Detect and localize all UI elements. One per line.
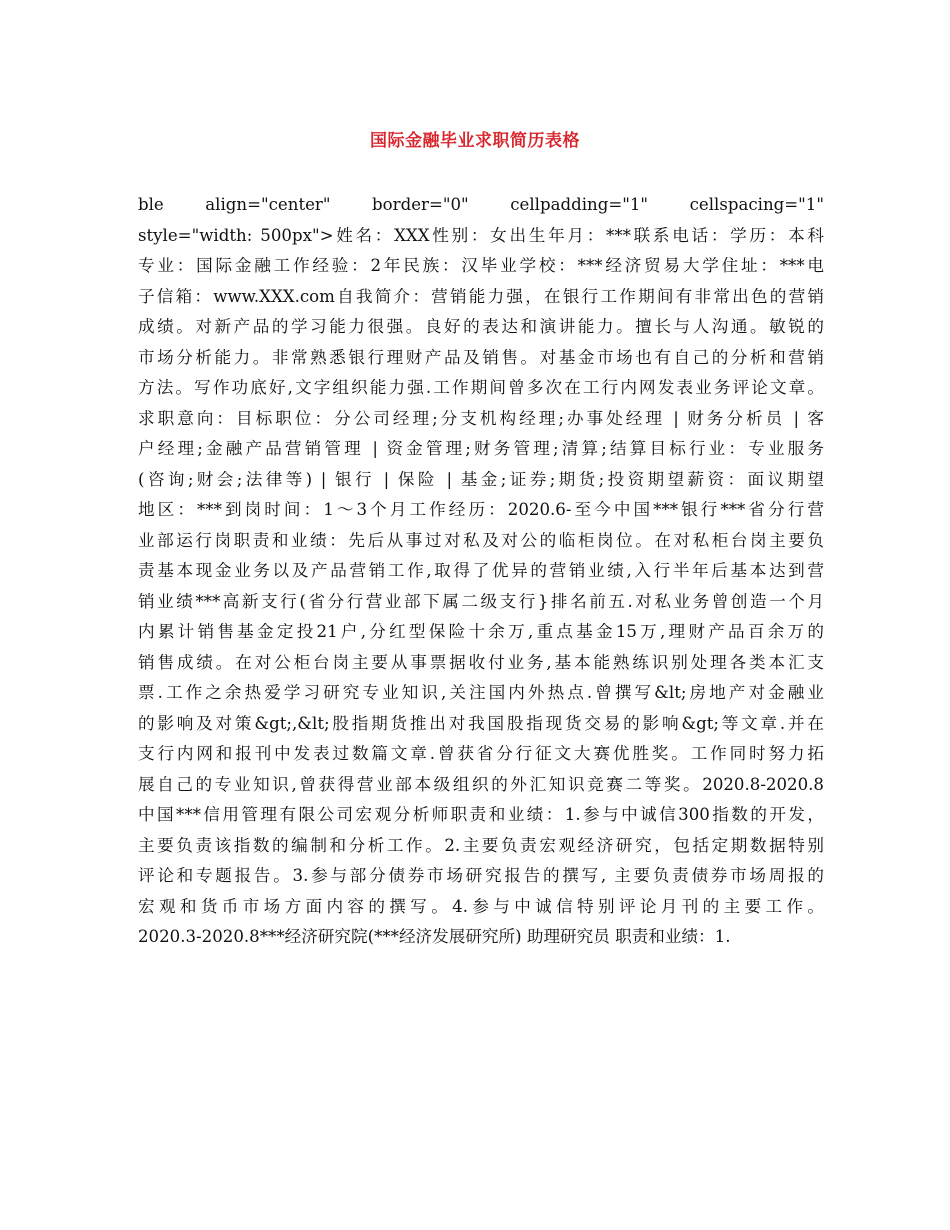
body-line-11: 地区：***到岗时间：1～3个月工作经历：2020.6-至今中国***银行***省分行营: [138, 500, 824, 519]
body-line-9: 户经理;金融产品营销管理 | 资金管理;财务管理;清算;结算目标行业：专业服务: [138, 439, 824, 458]
body-line-25: 2020.3-2020.8***经济研究院(***经济发展研究所) 助理研究员 职责和业绩：1.: [138, 927, 731, 946]
body-line-2: style="width: 500px">姓名：XXX性别：女出生年月：***联系电话：学历：本科: [138, 225, 824, 245]
body-line-23: 评论和专题报告。3.参与部分债券市场研究报告的撰写, 主要负责债券市场周报的: [138, 866, 824, 885]
body-line-1: ble align="center" border="0" cellpadding="1" cellspacing="1": [138, 195, 824, 214]
body-line-7: 方法。写作功底好,文字组织能力强.工作期间曾多次在工行内网发表业务评论文章。: [138, 378, 824, 397]
body-line-17: 票.工作之余热爱学习研究专业知识,关注国内外热点.曾撰写&lt;房地产对金融业: [138, 683, 824, 702]
body-line-12: 业部运行岗职责和业绩：先后从事过对私及对公的临柜岗位。在对私柜台岗主要负: [138, 530, 824, 550]
body-line-6: 市场分析能力。非常熟悉银行理财产品及销售。对基金市场也有自己的分析和营销: [138, 347, 824, 367]
body-line-22: 主要负责该指数的编制和分析工作。2.主要负责宏观经济研究，包括定期数据特别: [138, 835, 824, 855]
body-line-14: 销业绩***高新支行(省分行营业部下属二级支行}排名前五.对私业务曾创造一个月: [138, 591, 824, 611]
body-line-3: 专业：国际金融工作经验：2年民族：汉毕业学校：***经济贸易大学住址：***电: [138, 256, 824, 275]
body-line-13: 责基本现金业务以及产品营销工作,取得了优异的营销业绩,入行半年后基本达到营: [138, 561, 824, 580]
body-line-15: 内累计销售基金定投21户,分红型保险十余万,重点基金15万,理财产品百余万的: [138, 622, 824, 641]
body-line-4: 子信箱：www.XXX.com自我简介：营销能力强，在银行工作期间有非常出色的营销: [138, 286, 824, 306]
body-line-20: 展自己的专业知识,曾获得营业部本级组织的外汇知识竞赛二等奖。2020.8-2020.8: [138, 774, 824, 794]
body-line-21: 中国***信用管理有限公司宏观分析师职责和业绩：1.参与中诚信300指数的开发，: [138, 805, 824, 824]
body-line-8: 求职意向：目标职位：分公司经理;分支机构经理;办事处经理 | 财务分析员 | 客: [138, 408, 824, 428]
body-line-24: 宏观和货币市场方面内容的撰写。4.参与中诚信特别评论月刊的主要工作。: [138, 896, 824, 916]
document-title: 国际金融毕业求职简历表格: [370, 131, 580, 151]
body-line-16: 销售成绩。在对公柜台岗主要从事票据收付业务,基本能熟练识别处理各类本汇支: [138, 652, 824, 672]
document-body: [138, 190, 824, 953]
body-line-18: 的影响及对策&gt;,&lt;股指期货推出对我国股指现货交易的影响&gt;等文章.并在: [138, 713, 824, 733]
body-line-10: (咨询;财会;法律等) | 银行 | 保险 | 基金;证券;期货;投资期望薪资：面议期望: [138, 469, 824, 489]
body-line-19: 支行内网和报刊中发表过数篇文章.曾获省分行征文大赛优胜奖。工作同时努力拓: [138, 744, 824, 763]
body-line-5: 成绩。对新产品的学习能力很强。良好的表达和演讲能力。擅长与人沟通。敏锐的: [138, 317, 824, 336]
